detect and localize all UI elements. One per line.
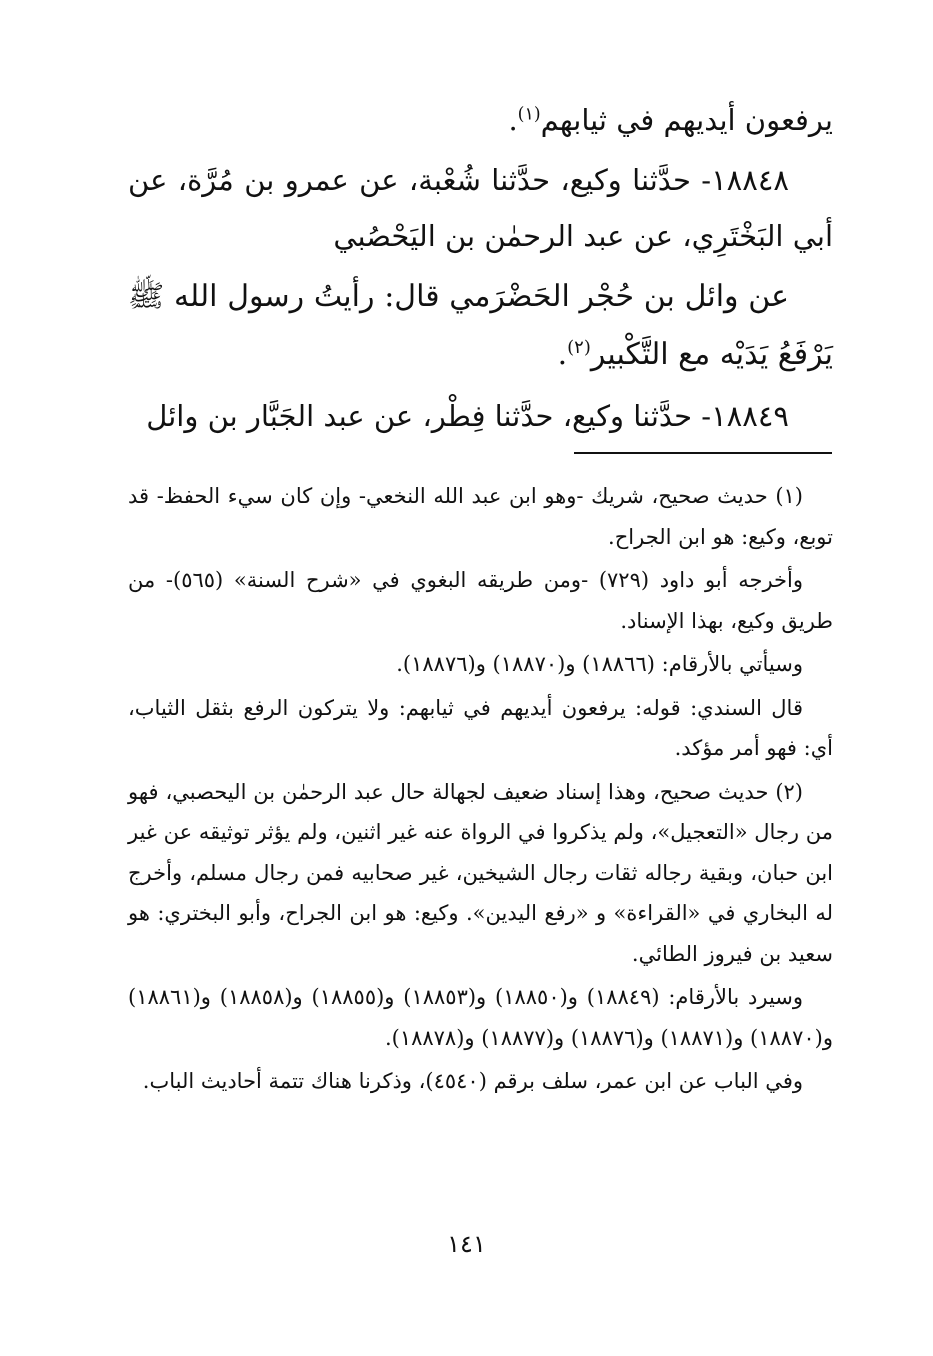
footnote-paragraph: (٢) حديث صحيح، وهذا إسناد ضعيف لجهالة حال عبد الرحمٰن بن اليحصبي، فهو من رجال «التعجيل»، ولم يذكروا في الرواة عنه غير اثنين، ولم يؤثر توثيقه عن غير ابن حبان، وبقية رجاله ثقات رجال الشيخين، غير صحابيه فمن رجال مسلم، وأخرج له البخاري في «القراءة» و «رفع اليدين». وكيع: هو ابن الجراح، وأبو البختري: هو سعيد بن فيروز الطائي. [128,779,833,966]
main-line-1 [128,92,833,148]
hadith-18848-end: . [557,337,568,372]
footnote-paragraph: قال السندي: قوله: يرفعون أيديهم في ثيابهم: ولا يتركون الرفع بثقل الثياب، أي: فهو أمر مؤكد. [128,695,833,760]
main-line-1-end: . [508,103,518,137]
footnote-paragraph: وسيرد بالأرقام: (١٨٨٤٩) و(١٨٨٥٠) و(١٨٨٥٣) و(١٨٨٥٥) و(١٨٨٥٨) و(١٨٨٦١) و(١٨٨٧٠) و(١٨٨٧١) و(١٨٨٧٦) و(١٨٨٧٧) و(١٨٨٧٨). [128,985,833,1050]
page-number: ١٤١ [447,1230,486,1258]
footnote-paragraph: وسيأتي بالأرقام: (١٨٨٦٦) و(١٨٨٧٠) و(١٨٨٧٦). [396,652,803,676]
main-text [128,92,833,444]
footnote-ref-1: (١) [517,104,541,125]
footnotes [128,476,833,1105]
footnote-ref-2: (٢) [567,337,591,358]
hadith-18849-chain: ١٨٨٤٩- حدَّثنا وكيع، حدَّثنا فِطْر، عن عبد الجَبَّار بن وائل [146,399,789,433]
footnote-paragraph: (١) حديث صحيح، شريك -وهو ابن عبد الله النخعي- وإن كان سيء الحفظ- قد توبع، وكيع: هو ابن الجراح. [128,484,833,549]
footnote-separator [574,452,832,454]
footnote-paragraph: وفي الباب عن ابن عمر، سلف برقم (٤٥٤٠)، وذكرنا هناك تتمة أحاديث الباب. [142,1069,803,1093]
main-line-1-text: يرفعون أيديهم في ثيابهم [540,103,833,137]
hadith-18848-chain: ١٨٨٤٨- حدَّثنا وكيع، حدَّثنا شُعْبة، عن عمرو بن مُرَّة، عن أبي البَخْتَرِي، عن عبد الرحمٰن بن اليَحْصُبي [128,163,833,253]
hadith-18848-body: عن وائل بن حُجْر الحَضْرَمي قال: رأيتُ رسول الله ﷺ يَرْفَعُ يَدَيْه مع التَّكْبير [128,279,833,372]
hadith-18848-text [128,268,833,384]
footnote-paragraph: وأخرجه أبو داود (٧٢٩) -ومن طريقه البغوي في «شرح السنة» (٥٦٥)- من طريق وكيع، بهذا الإسناد. [128,568,833,633]
